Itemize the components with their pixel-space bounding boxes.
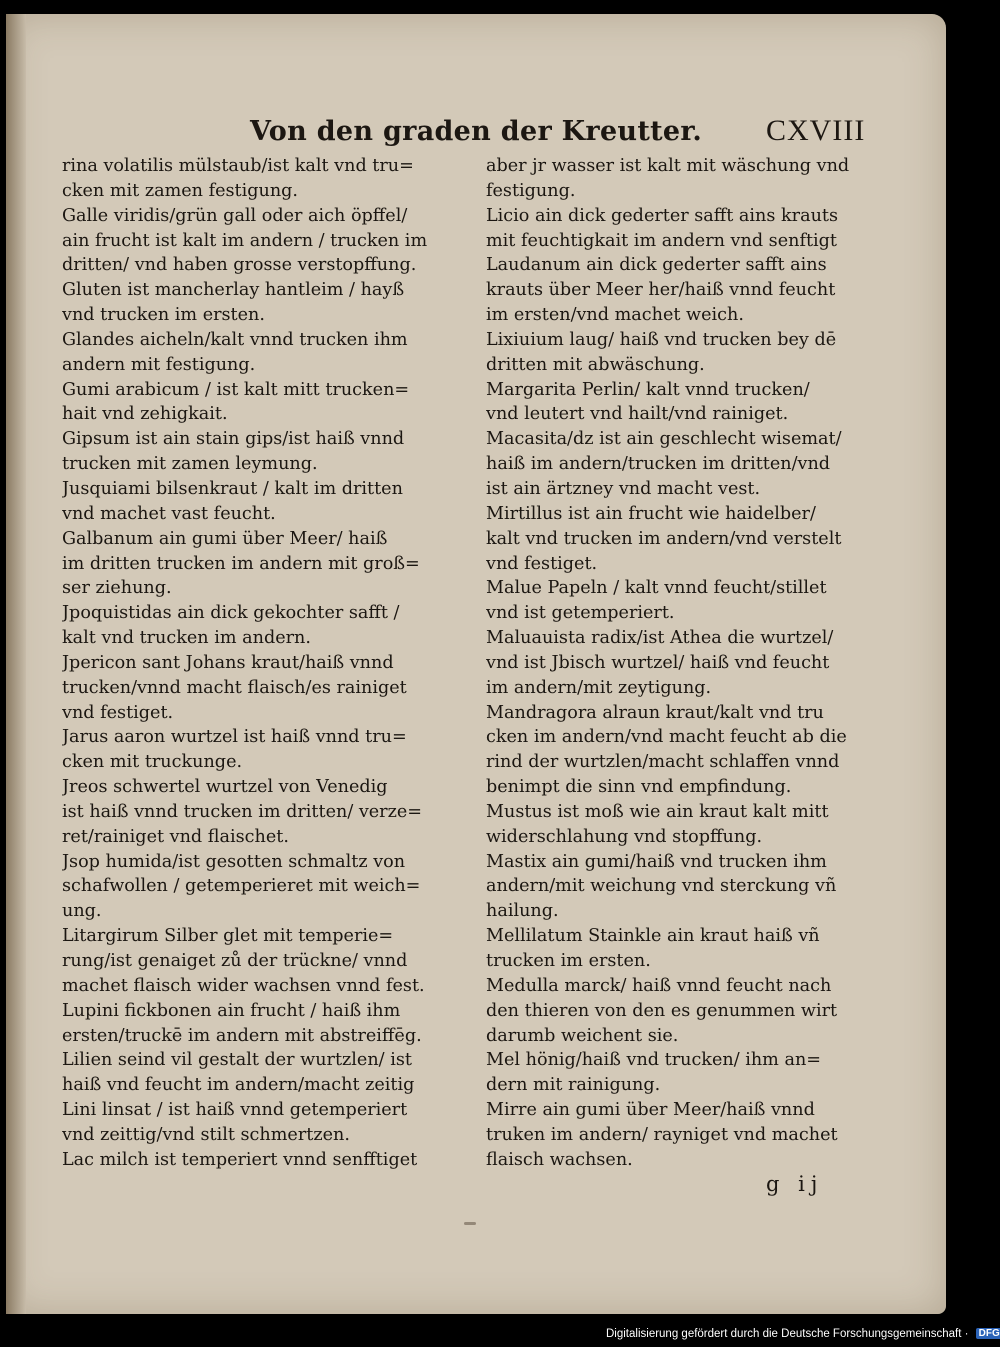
text-line: cken mit zamen festigung. (62, 180, 299, 201)
text-line: Gipsum ist ain stain gips/ist haiß vnnd (62, 429, 405, 450)
folio-number: CXVIII (766, 114, 866, 147)
text-line: ersten/truckē im andern mit abstreiffēg. (62, 1025, 422, 1046)
text-line: dern mit rainigung. (486, 1075, 661, 1096)
text-line: schafwollen / getemperieret mit weich= (62, 876, 421, 897)
text-line: dritten mit abwäschung. (486, 354, 705, 375)
text-line: Lac milch ist temperiert vnnd senfftiget (62, 1149, 418, 1170)
text-line: trucken im ersten. (486, 951, 651, 971)
text-line: Jusquiami bilsenkraut / kalt im dritten (62, 478, 403, 499)
text-line: benimpt die sinn vnd empfindung. (486, 777, 792, 798)
text-line: im andern/mit zeytigung. (486, 677, 712, 698)
text-line: vnd machet vast feucht. (62, 503, 276, 524)
text-line: Malue Papeln / kalt vnnd feucht/stillet (486, 578, 827, 599)
text-line: ain frucht ist kalt im andern / trucken im (62, 230, 428, 251)
text-line: hait vnd zehigkait. (62, 404, 228, 425)
text-line: Gumi arabicum / ist kalt mitt trucken= (62, 379, 410, 400)
text-line: Lilien seind vil gestalt der wurtzlen/ ist (62, 1050, 412, 1071)
text-line: machet flaisch wider wachsen vnnd fest. (62, 975, 425, 996)
text-line: Mirtillus ist ain frucht wie haidelber/ (486, 503, 816, 524)
text-line: vnd festiget. (62, 702, 174, 723)
right-text-column (486, 154, 886, 1173)
text-line: kalt vnd trucken im andern/vnd verstelt (486, 528, 842, 549)
text-line: mit feuchtigkait im andern vnd senftigt (486, 230, 837, 251)
book-spine-shadow (6, 14, 26, 1314)
text-line: Mirre ain gumi über Meer/haiß vnnd (486, 1100, 815, 1121)
text-line: haiß vnd feucht im andern/macht zeitig (62, 1075, 415, 1096)
text-line: Laudanum ain dick gederter safft ains (486, 255, 827, 276)
text-line: Glandes aicheln/kalt vnnd trucken ihm (62, 329, 408, 350)
left-text-column (62, 154, 462, 1173)
text-line: Lupini fickbonen ain frucht / haiß ihm (62, 1000, 401, 1021)
text-line: Licio ain dick gederter safft ains krauts (486, 205, 838, 226)
text-line: flaisch wachsen. (486, 1149, 633, 1170)
text-line: Litargirum Silber glet mit temperie= (62, 926, 394, 947)
text-line: vnd trucken im ersten. (62, 305, 265, 326)
text-line: Macasita/dz ist ain geschlecht wisemat/ (486, 429, 842, 450)
text-line: Galle viridis/grün gall oder aich öpffel/ (62, 205, 408, 226)
text-line: Jpoquistidas ain dick gekochter safft / (62, 603, 400, 624)
text-line: Galbanum ain gumi über Meer/ haiß (62, 528, 388, 549)
footer-credit (606, 1328, 1000, 1340)
text-line: cken im andern/vnd macht feucht ab die (486, 727, 847, 748)
text-line: vnd ist getemperiert. (486, 603, 675, 624)
text-line: trucken mit zamen leymung. (62, 454, 318, 475)
text-line: ist haiß vnnd trucken im dritten/ verze= (62, 801, 423, 822)
text-line: ung. (62, 901, 102, 922)
text-line: Mandragora alraun kraut/kalt vnd tru (486, 702, 824, 723)
text-line: vnd festiget. (486, 553, 598, 574)
text-line: krauts über Meer her/haiß vnnd feucht (486, 280, 836, 301)
text-line: haiß im andern/trucken im dritten/vnd (486, 454, 831, 475)
ink-mark (464, 1222, 476, 1225)
text-line: dritten/ vnd haben grosse verstopffung. (62, 255, 417, 276)
text-line: cken mit truckunge. (62, 752, 243, 773)
text-line: Mastix ain gumi/haiß vnd trucken ihm (486, 851, 827, 872)
text-line: ret/rainiget vnd flaischet. (62, 826, 289, 847)
text-line: ist ain ärtzney vnd macht vest. (486, 478, 761, 499)
text-line: hailung. (486, 901, 559, 922)
running-head: Von den graden der Kreutter. (250, 116, 703, 147)
text-line: Medulla marck/ haiß vnnd feucht nach (486, 975, 832, 996)
text-line: kalt vnd trucken im andern. (62, 628, 311, 649)
text-line: ser ziehung. (62, 578, 172, 599)
text-line: andern mit festigung. (62, 354, 256, 375)
text-line: Jpericon sant Johans kraut/haiß vnnd (62, 652, 394, 673)
text-line: Lixiuium laug/ haiß vnd trucken bey dē (486, 329, 837, 350)
text-line: vnd ist Jbisch wurtzel/ haiß vnd feucht (486, 652, 830, 673)
text-line: den thieren von den es genummen wirt (486, 1000, 838, 1021)
text-line: Mel hönig/haiß vnd trucken/ ihm an= (486, 1050, 822, 1071)
text-line: Jreos schwertel wurtzel von Venedig (62, 777, 388, 798)
text-line: widerschlahung vnd stopffung. (486, 826, 763, 847)
dfg-logo-icon: DFG (976, 1328, 1000, 1339)
text-line: im ersten/vnd machet weich. (486, 305, 744, 326)
text-line: darumb weichent sie. (486, 1025, 679, 1046)
text-line: Mellilatum Stainkle ain kraut haiß vñ (486, 926, 820, 947)
text-line: rung/ist genaiget zů der trückne/ vnnd (62, 951, 408, 971)
text-line: Gluten ist mancherlay hantleim / hayß (62, 280, 405, 301)
signature-mark: g ij (766, 1172, 824, 1196)
text-line: Lini linsat / ist haiß vnnd getemperiert (62, 1100, 408, 1121)
text-line: Jarus aaron wurtzel ist haiß vnnd tru= (62, 727, 407, 748)
text-line: rina volatilis mülstaub/ist kalt vnd tru= (62, 156, 414, 176)
footer-text: Digitalisierung gefördert durch die Deutsche Forschungsgemeinschaft · (606, 1328, 969, 1340)
text-line: Margarita Perlin/ kalt vnnd trucken/ (486, 379, 810, 400)
text-line: vnd leutert vnd hailt/vnd rainiget. (486, 404, 789, 425)
text-line: Maluauista radix/ist Athea die wurtzel/ (486, 628, 834, 649)
text-line: aber jr wasser ist kalt mit wäschung vnd (486, 156, 850, 176)
text-line: vnd zeittig/vnd stilt schmertzen. (62, 1124, 350, 1145)
text-line: festigung. (486, 180, 576, 201)
text-line: trucken/vnnd macht flaisch/es rainiget (62, 677, 407, 698)
text-line: truken im andern/ rayniget vnd machet (486, 1124, 838, 1145)
text-line: rind der wurtzlen/macht schlaffen vnnd (486, 752, 840, 773)
text-line: andern/mit weichung vnd sterckung vñ (486, 876, 837, 897)
text-line: im dritten trucken im andern mit groß= (62, 553, 420, 574)
text-line: Mustus ist moß wie ain kraut kalt mitt (486, 801, 829, 822)
text-line: Jsop humida/ist gesotten schmaltz von (62, 851, 406, 872)
